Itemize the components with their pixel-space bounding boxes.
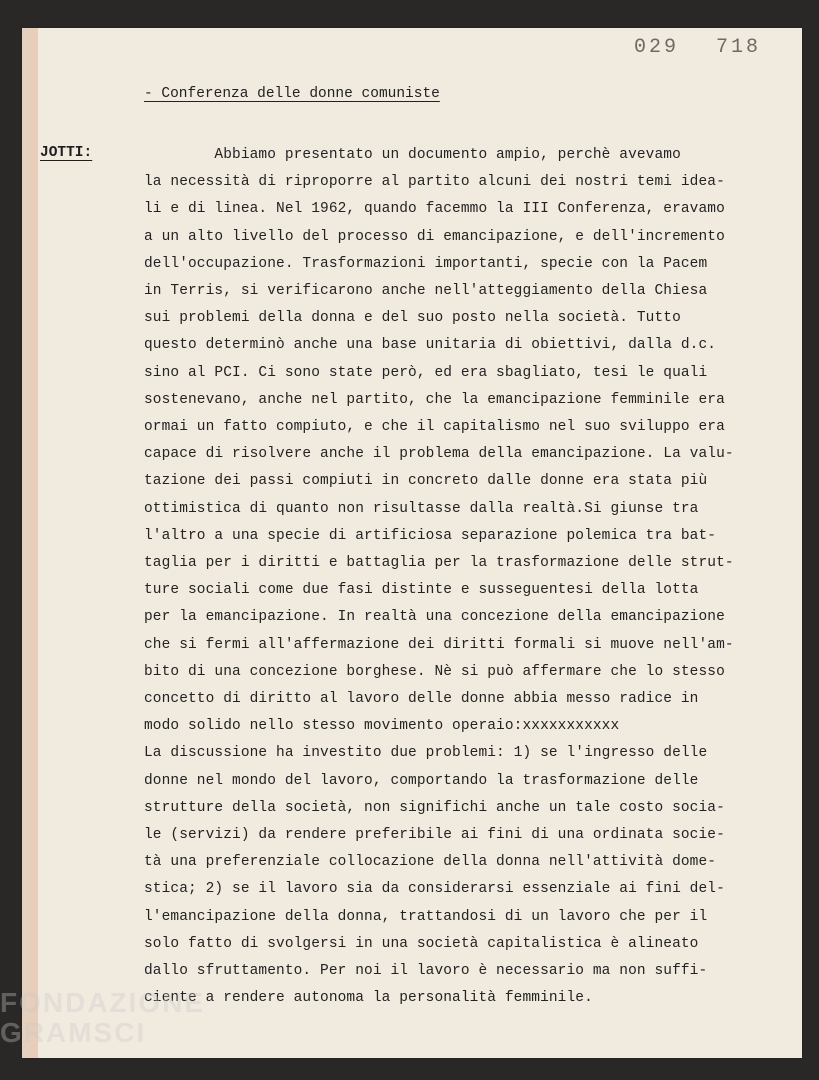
text-line: questo determinò anche una base unitaria di obiettivi, dalla d.c.	[144, 337, 717, 354]
text-line: l'altro a una specie di artificiosa separazione polemica tra bat-	[144, 527, 717, 544]
text-line: donne nel mondo del lavoro, comportando la trasformazione delle	[144, 772, 699, 789]
text-line: ottimistica di quanto non risultasse dalla realtà.Si giunse tra	[144, 500, 699, 517]
text-line: modo solido nello stesso movimento operaio:xxxxxxxxxxx	[144, 718, 620, 735]
text-line: le (servizi) da rendere preferibile ai fini di una ordinata socie-	[144, 827, 725, 843]
text-line: stica; 2) se il lavoro sia da considerarsi essenziale ai fini del-	[144, 881, 725, 898]
typewritten-page	[22, 28, 802, 1058]
text-line: strutture della società, non significhi anche un tale costo socia-	[144, 799, 725, 816]
text-line: sino al PCI. Ci sono state però, ed era sbagliato, tesi le quali	[144, 364, 708, 381]
text-line: la necessità di riproporre al partito alcuni dei nostri temi idea-	[144, 174, 725, 191]
text-line: l'emancipazione della donna, trattandosi di un lavoro che per il	[144, 908, 708, 925]
page-edge	[30, 28, 38, 1058]
text-line: taglia per i diritti e battaglia per la trasformazione delle strut-	[144, 555, 734, 571]
text-line: che si fermi all'affermazione dei diritti formali si muove nell'am-	[144, 636, 734, 653]
text-line: tazione dei passi compiuti in concreto dalle donne era stata più	[144, 473, 708, 490]
text-line: capace di risolvere anche il problema della emancipazione. La valu-	[144, 446, 734, 463]
text-line: La discussione ha investito due problemi: 1) se l'ingresso delle	[144, 745, 708, 762]
text-line: ormai un fatto compiuto, e che il capitalismo nel suo sviluppo era	[144, 419, 725, 435]
speaker-label: JOTTI:	[40, 145, 93, 161]
text-line: dallo sfruttamento. Per noi il lavoro è necessario ma non suffi-	[144, 963, 708, 979]
text-line: ciente a rendere autonoma la personalità femminile.	[144, 990, 593, 1007]
text-line: per la emancipazione. In realtà una concezione della emancipazione	[144, 609, 725, 626]
text-line: dell'occupazione. Trasformazioni importanti, specie con la Pacem	[144, 255, 708, 272]
archive-number-1: 029	[634, 36, 680, 59]
text-line: sui problemi della donna e del suo posto nella società. Tutto	[144, 310, 681, 327]
text-line: tà una preferenziale collocazione della donna nell'attività dome-	[144, 854, 717, 871]
watermark-logo	[0, 988, 205, 1048]
archive-number-2: 718	[716, 36, 762, 59]
text-line: concetto di diritto al lavoro delle donne abbia messo radice in	[144, 691, 699, 707]
section-heading: - Conferenza delle donne comuniste	[144, 86, 440, 102]
text-line: sostenevano, anche nel partito, che la emancipazione femminile era	[144, 391, 725, 408]
text-line: ture sociali come due fasi distinte e susseguentesi della lotta	[144, 582, 699, 599]
text-line: Abbiamo presentato un documento ampio, perchè avevamo	[144, 147, 681, 163]
text-line: in Terris, si verificarono anche nell'atteggiamento della Chiesa	[144, 283, 708, 299]
watermark-line-2: GRAMSCI	[0, 1017, 147, 1048]
text-line: a un alto livello del processo di emancipazione, e dell'incremento	[144, 228, 725, 245]
text-line: li e di linea. Nel 1962, quando facemmo la III Conferenza, eravamo	[144, 201, 725, 218]
watermark-line-1: FONDAZIONE	[0, 987, 206, 1018]
text-line: solo fatto di svolgersi in una società capitalistica è alineato	[144, 935, 699, 952]
text-line: bito di una concezione borghese. Nè si può affermare che lo stesso	[144, 663, 725, 680]
